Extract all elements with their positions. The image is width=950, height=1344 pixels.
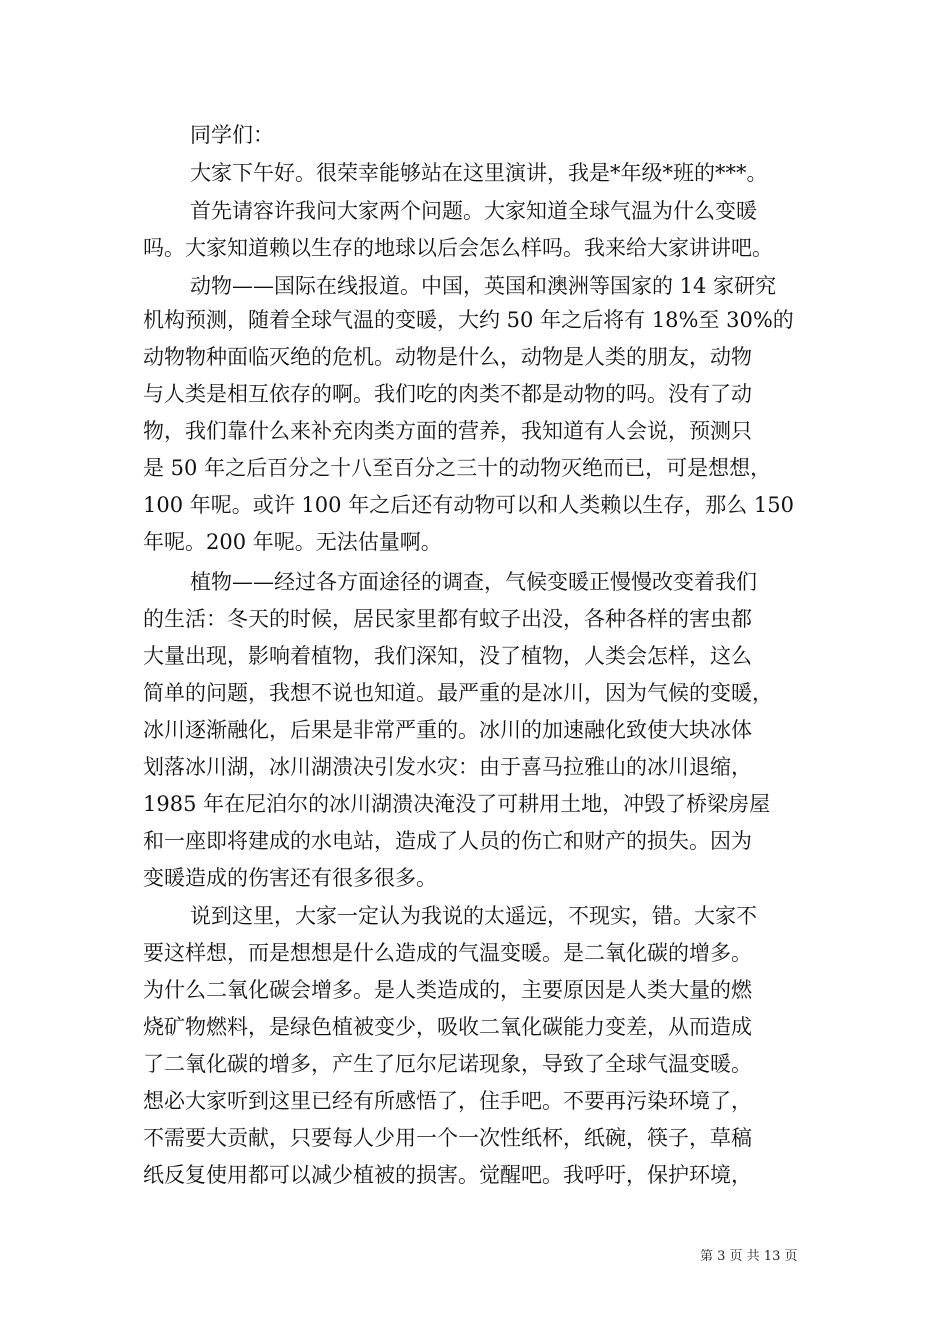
paragraph-line: 机构预测，随着全球气温的变暖，大约 50 年之后将有 18%至 30%的 — [143, 308, 794, 332]
paragraph-line: 说到这里，大家一定认为我说的太遥远，不现实，错。大家不 — [190, 904, 757, 928]
paragraph-line: 不需要大贡献，只要每人少用一个一次性纸杯，纸碗，筷子，草稿 — [143, 1126, 752, 1150]
paragraph-line: 冰川逐渐融化，后果是非常严重的。冰川的加速融化致使大块冰体 — [143, 718, 752, 742]
paragraph-line: 动物物种面临灭绝的危机。动物是什么，动物是人类的朋友，动物 — [143, 345, 752, 369]
salutation: 同学们： — [190, 123, 274, 147]
paragraph-line: 100 年呢。或许 100 年之后还有动物可以和人类赖以生存，那么 150 — [143, 493, 794, 517]
paragraph-line: 首先请容许我问大家两个问题。大家知道全球气温为什么变暖 — [190, 199, 757, 223]
paragraph-line: 与人类是相互依存的啊。我们吃的肉类不都是动物的吗。没有了动 — [143, 382, 752, 406]
paragraph-line: 吗。大家知道赖以生存的地球以后会怎么样吗。我来给大家讲讲吧。 — [143, 236, 773, 260]
paragraph-line: 1985 年在尼泊尔的冰川湖溃决淹没了可耕用土地，冲毁了桥梁房屋 — [143, 792, 771, 816]
paragraph-line: 的生活：冬天的时候，居民家里都有蚊子出没，各种各样的害虫都 — [143, 607, 752, 631]
paragraph-line: 为什么二氧化碳会增多。是人类造成的，主要原因是人类大量的燃 — [143, 978, 752, 1002]
paragraph-line: 划落冰川湖，冰川湖溃决引发水灾：由于喜马拉雅山的冰川退缩， — [143, 755, 752, 779]
paragraph-line: 简单的问题，我想不说也知道。最严重的是冰川，因为气候的变暖， — [143, 681, 773, 705]
paragraph-line: 动物——国际在线报道。中国，英国和澳洲等国家的 14 家研究 — [190, 274, 777, 298]
paragraph-line: 烧矿物燃料，是绿色植被变少，吸收二氧化碳能力变差，从而造成 — [143, 1015, 752, 1039]
paragraph-line: 物，我们靠什么来补充肉类方面的营养，我知道有人会说，预测只 — [143, 419, 752, 443]
paragraph-line: 和一座即将建成的水电站，造成了人员的伤亡和财产的损失。因为 — [143, 829, 752, 853]
paragraph-line: 年呢。200 年呢。无法估量啊。 — [143, 530, 442, 554]
paragraph-line: 大家下午好。很荣幸能够站在这里演讲，我是*年级*班的***。 — [190, 161, 768, 185]
paragraph-line: 了二氧化碳的增多，产生了厄尔尼诺现象，导致了全球气温变暖。 — [143, 1052, 752, 1076]
paragraph-line: 想必大家听到这里已经有所感悟了，住手吧。不要再污染环境了， — [143, 1089, 752, 1113]
page-number-footer: 第 3 页 共 13 页 — [700, 1249, 798, 1264]
paragraph-line: 是 50 年之后百分之十八至百分之三十的动物灭绝而已，可是想想， — [143, 456, 772, 480]
paragraph-line: 植物——经过各方面途径的调查，气候变暖正慢慢改变着我们 — [190, 570, 757, 594]
paragraph-line: 要这样想，而是想想是什么造成的气温变暖。是二氧化碳的增多。 — [143, 941, 752, 965]
paragraph-line: 纸反复使用都可以减少植被的损害。觉醒吧。我呼吁，保护环境， — [143, 1163, 752, 1187]
paragraph-line: 变暖造成的伤害还有很多很多。 — [143, 866, 437, 890]
paragraph-line: 大量出现，影响着植物，我们深知，没了植物，人类会怎样，这么 — [143, 644, 752, 668]
